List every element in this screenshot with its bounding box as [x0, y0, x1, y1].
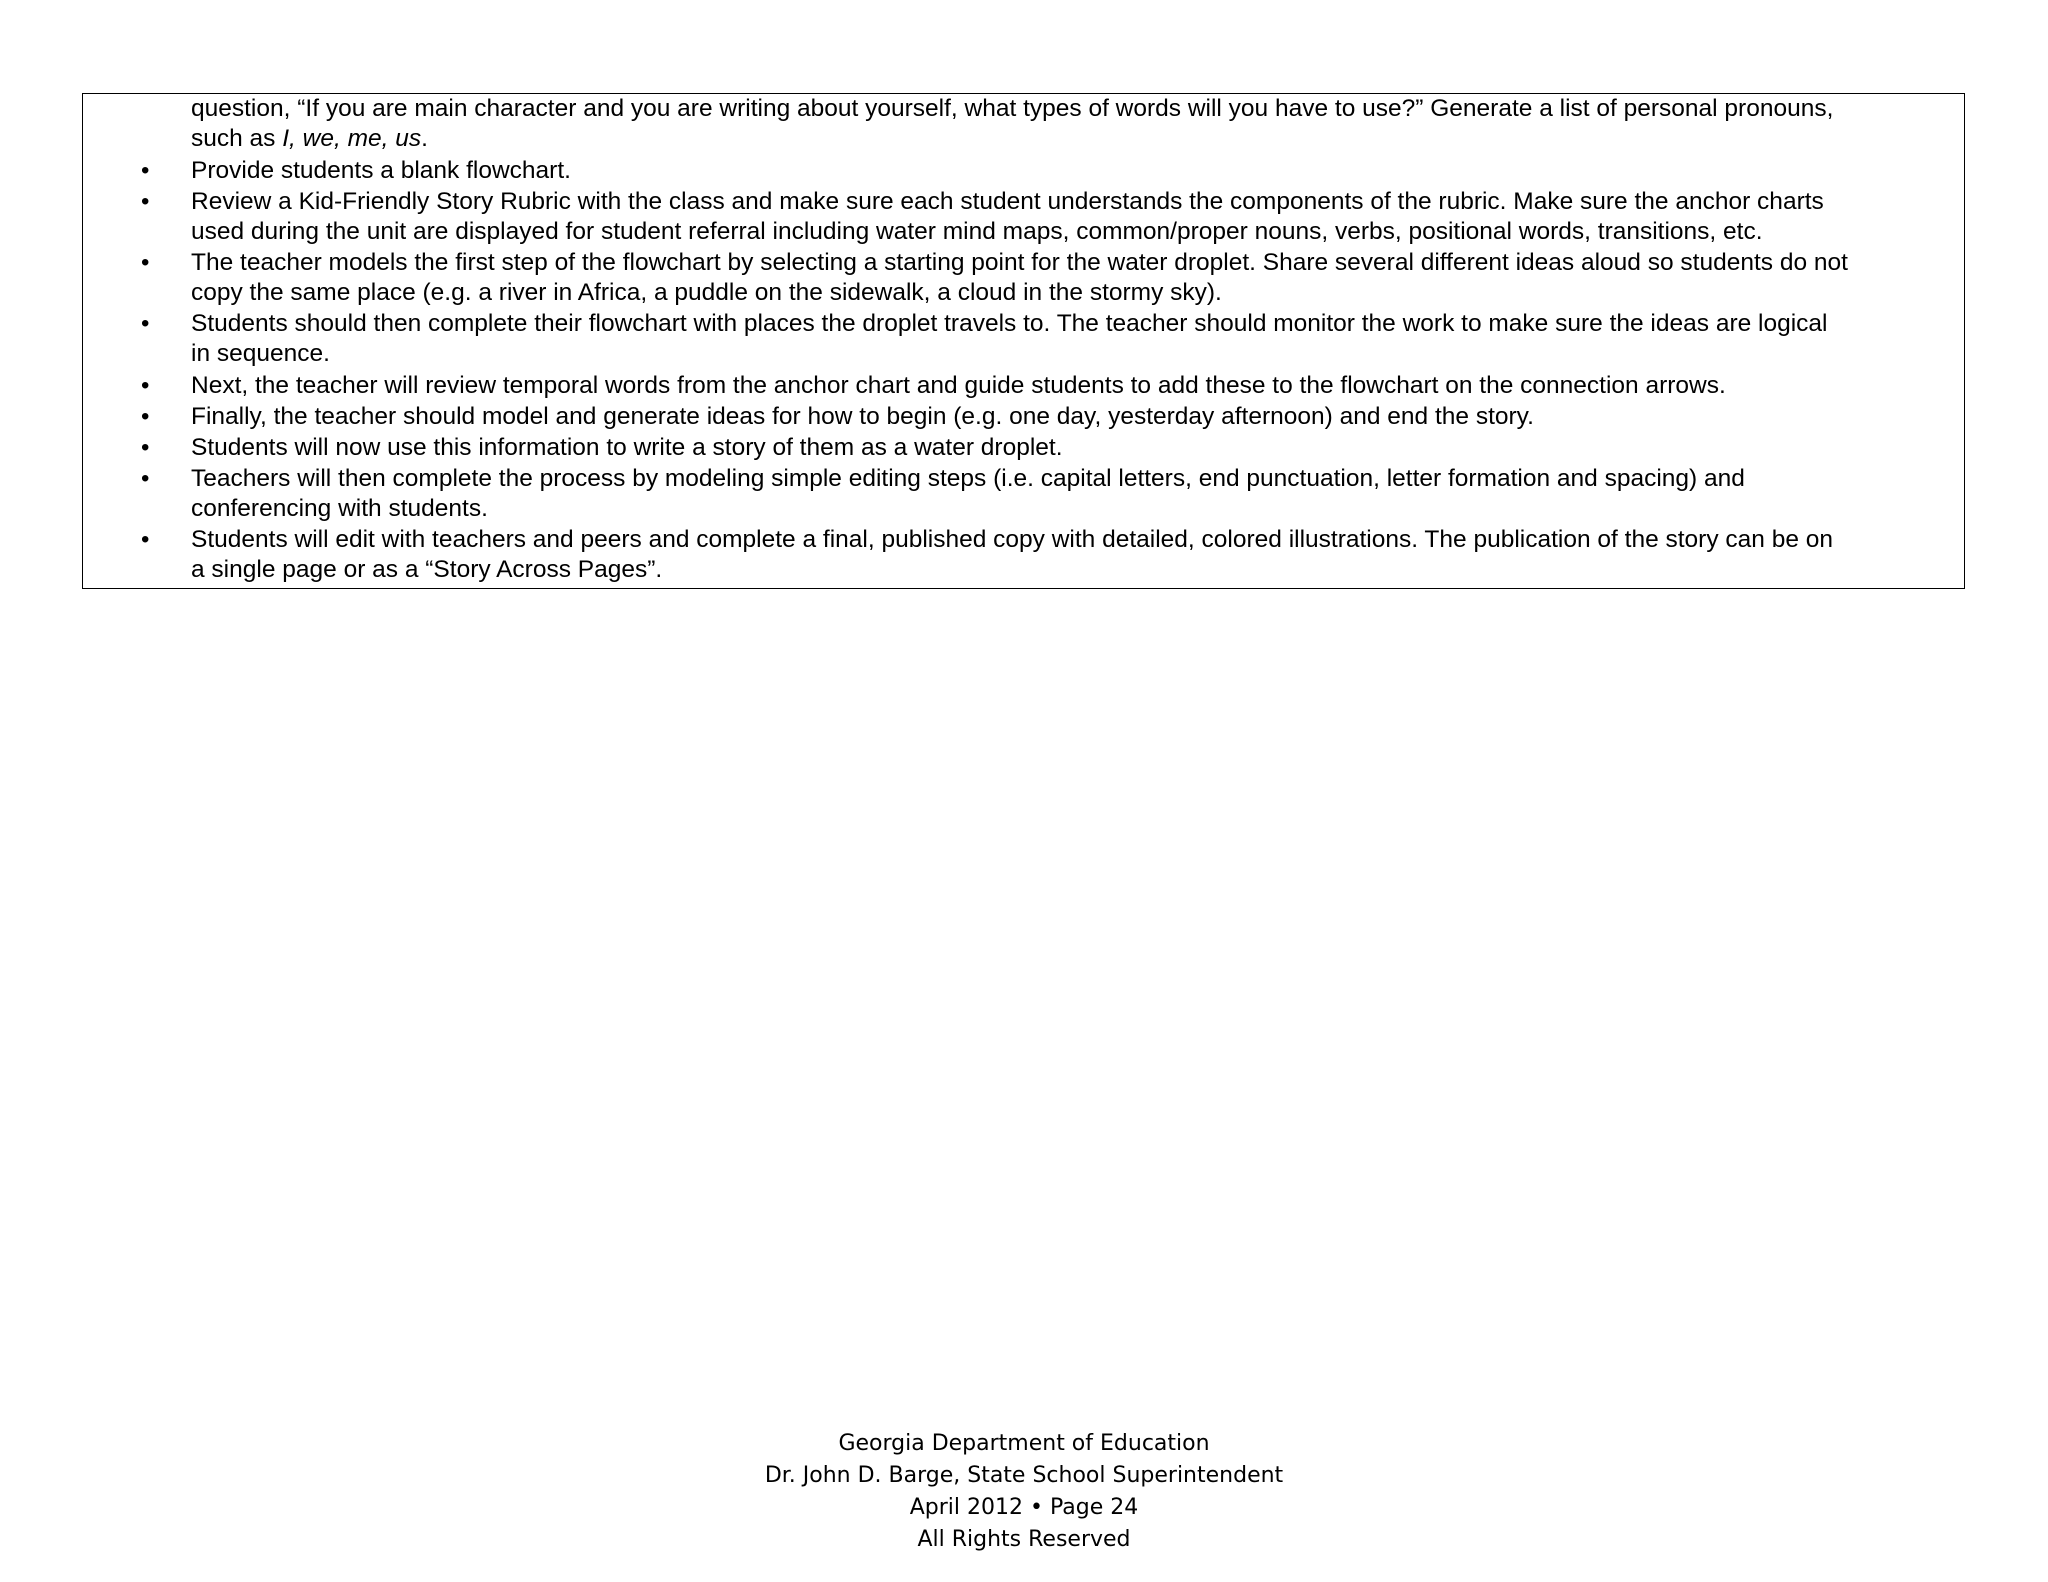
bullet-2-line-2: used during the unit are displayed for student referral including water mind maps, common/proper nouns, verbs, positional words, transitions, etc.: [191, 218, 1763, 245]
intro-line-1: question, “If you are main character and you are writing about yourself, what types of words will you have to use?” Generate a list of personal pronouns,: [191, 95, 1834, 122]
bullet-7-line-1: Students will now use this information to write a story of them as a water droplet.: [191, 434, 1063, 461]
bullet-1-line-1: Provide students a blank flowchart.: [191, 157, 571, 184]
intro-line-2-suffix: .: [421, 125, 428, 152]
bullet-9-line-1: Students will edit with teachers and peers and complete a final, published copy with detailed, colored illustrations. The publication of the story can be on: [191, 526, 1834, 553]
footer-rights: All Rights Reserved: [917, 1527, 1131, 1552]
bullet-5-line-1: Next, the teacher will review temporal words from the anchor chart and guide students to add these to the flowchart on the connection arrows.: [191, 372, 1726, 399]
bullet-5-icon: •: [141, 372, 150, 399]
page-footer: [0, 1428, 2048, 1556]
bullet-3-icon: •: [141, 249, 150, 276]
bullet-2-line-1: Review a Kid-Friendly Story Rubric with the class and make sure each student understands the components of the rubric. Make sure the anchor charts: [191, 188, 1824, 215]
bullet-4-line-1: Students should then complete their flowchart with places the droplet travels to. The teacher should monitor the work to make sure the ideas are logical: [191, 310, 1828, 337]
bullet-6-icon: •: [141, 403, 150, 430]
bullet-7-icon: •: [141, 434, 150, 461]
bullet-9-icon: •: [141, 526, 150, 553]
bullet-8-line-2: conferencing with students.: [191, 495, 488, 522]
bullet-3-line-2: copy the same place (e.g. a river in Africa, a puddle on the sidewalk, a cloud in the stormy sky).: [191, 279, 1222, 306]
intro-line-2: [191, 124, 428, 154]
footer-date-page: April 2012 • Page 24: [909, 1495, 1139, 1520]
bullet-4-icon: •: [141, 310, 150, 337]
pronoun-examples: I, we, me, us: [282, 125, 422, 152]
footer-superintendent: Dr. John D. Barge, State School Superintendent: [764, 1463, 1284, 1488]
bullet-4-line-2: in sequence.: [191, 340, 330, 367]
bullet-8-icon: •: [141, 465, 150, 492]
intro-line-2-prefix: such as: [191, 125, 283, 152]
footer-organization: Georgia Department of Education: [838, 1431, 1210, 1456]
bullet-3-line-1: The teacher models the first step of the flowchart by selecting a starting point for the water droplet. Share several different ideas aloud so students do not: [191, 249, 1848, 276]
bullet-9-line-2: a single page or as a “Story Across Pages”.: [191, 556, 663, 583]
bullet-6-line-1: Finally, the teacher should model and generate ideas for how to begin (e.g. one day, yesterday afternoon) and end the story.: [191, 403, 1534, 430]
lesson-procedure-box: [82, 93, 1965, 589]
bullet-2-icon: •: [141, 188, 150, 215]
bullet-8-line-1: Teachers will then complete the process by modeling simple editing steps (i.e. capital letters, end punctuation, letter formation and spacing) and: [191, 465, 1745, 492]
bullet-1-icon: •: [141, 157, 150, 184]
